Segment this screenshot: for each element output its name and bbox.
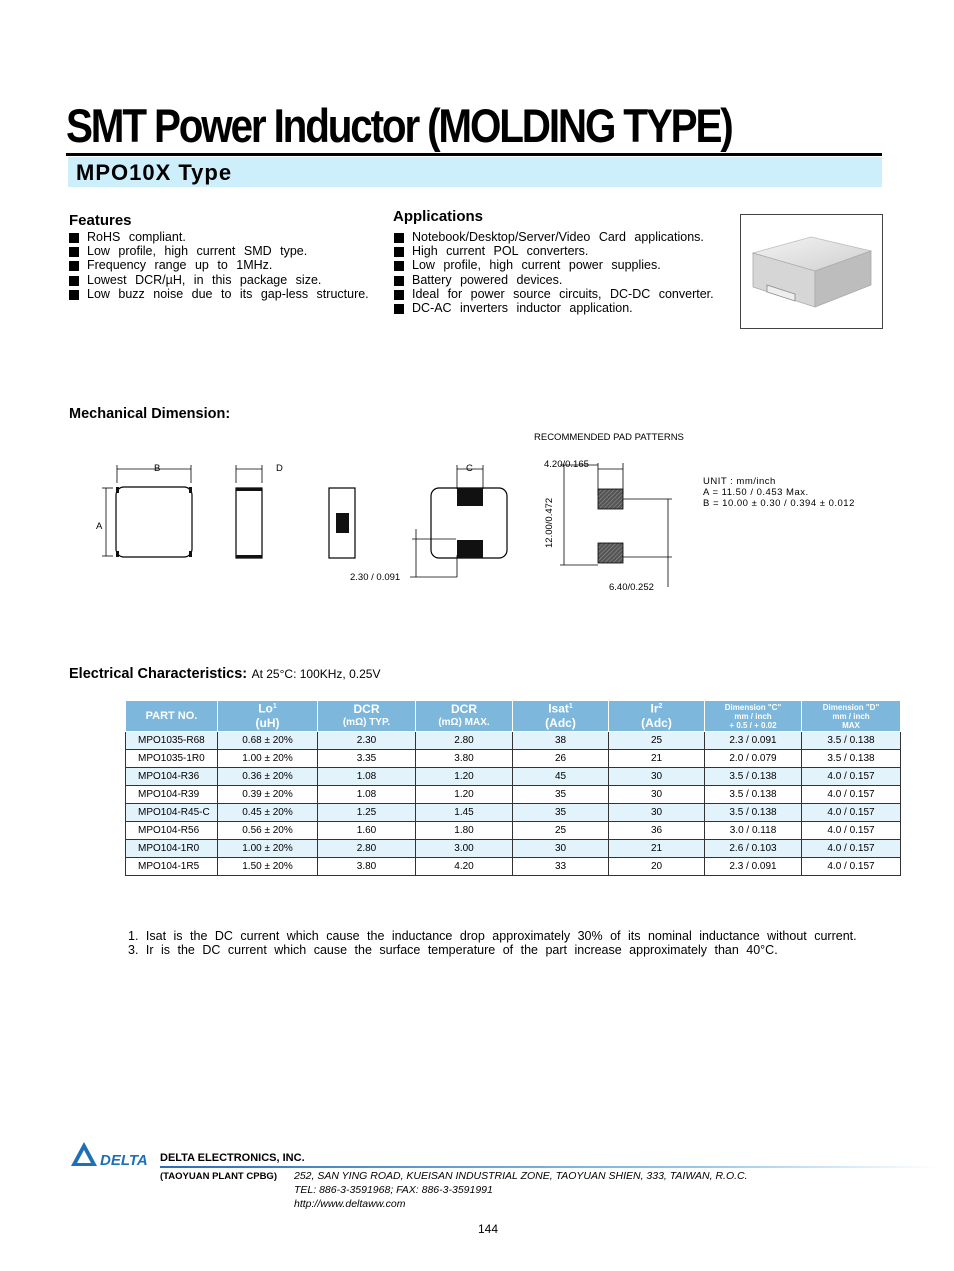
- application-item: Notebook/Desktop/Server/Video Card applications.: [394, 230, 714, 244]
- bullet-square-icon: [69, 233, 79, 243]
- feature-item: Lowest DCR/µH, in this package size.: [69, 273, 369, 287]
- label-gap: 2.30 / 0.091: [350, 572, 401, 583]
- applications-heading: Applications: [393, 208, 484, 225]
- table-cell: 4.20: [416, 858, 513, 876]
- application-item: Ideal for power source circuits, DC-DC converter.: [394, 287, 714, 301]
- recommended-pad-top: [598, 489, 623, 509]
- table-cell: 45: [513, 768, 609, 786]
- table-cell: 1.80: [416, 822, 513, 840]
- col-ir: Ir$^2$ (Adc): [609, 701, 705, 732]
- part-number-cell: MPO104-R45-C: [126, 804, 218, 822]
- applications-list: [394, 230, 714, 315]
- inductor-3d-icon: [741, 215, 882, 328]
- test-condition: At 25°C: 100KHz, 0.25V: [251, 667, 381, 681]
- application-item: Low profile, high current power supplies.: [394, 258, 714, 272]
- table-header-row: [126, 701, 901, 732]
- electrical-heading: Electrical Characteristics: At 25°C: 100KHz, 0.25V: [69, 666, 381, 682]
- label-a: A: [96, 521, 103, 532]
- page-number: 144: [478, 1222, 499, 1236]
- footnotes: [128, 929, 857, 957]
- table-cell: 25: [609, 732, 705, 750]
- end-terminal: [336, 513, 349, 533]
- part-number-cell: MPO104-R36: [126, 768, 218, 786]
- col-lo: Lo$^1$ (uH): [218, 701, 318, 732]
- table-cell: 2.0 / 0.079: [705, 750, 802, 768]
- table-cell: 2.6 / 0.103: [705, 840, 802, 858]
- bullet-square-icon: [69, 261, 79, 271]
- table-cell: 0.36 ± 20%: [218, 768, 318, 786]
- table-row: [126, 732, 901, 750]
- table-cell: 38: [513, 732, 609, 750]
- application-item: Battery powered devices.: [394, 273, 714, 287]
- table-row: [126, 858, 901, 876]
- table-cell: 21: [609, 840, 705, 858]
- label-pad-height: 12.00/0.472: [544, 497, 555, 548]
- table-cell: 1.08: [318, 786, 416, 804]
- table-cell: 3.5 / 0.138: [802, 732, 901, 750]
- col-part-no: PART NO.: [126, 701, 218, 732]
- table-cell: 36: [609, 822, 705, 840]
- table-cell: 26: [513, 750, 609, 768]
- company-phone: TEL: 886-3-3591968; FAX: 886-3-3591991: [294, 1184, 493, 1196]
- table-cell: 21: [609, 750, 705, 768]
- electrical-table: [125, 700, 901, 876]
- table-cell: 3.00: [416, 840, 513, 858]
- table-cell: 4.0 / 0.157: [802, 804, 901, 822]
- table-cell: 2.30: [318, 732, 416, 750]
- bottom-pad-top: [457, 488, 483, 506]
- table-cell: 2.80: [416, 732, 513, 750]
- table-cell: 0.39 ± 20%: [218, 786, 318, 804]
- table-cell: 1.20: [416, 768, 513, 786]
- table-cell: 1.50 ± 20%: [218, 858, 318, 876]
- col-isat: Isat$^1$ (Adc): [513, 701, 609, 732]
- table-row: [126, 786, 901, 804]
- delta-logo-text: DELTA: [100, 1152, 148, 1169]
- recommended-pad-bottom: [598, 543, 623, 563]
- part-number-cell: MPO104-R39: [126, 786, 218, 804]
- table-row: [126, 804, 901, 822]
- mechanical-heading: Mechanical Dimension:: [69, 406, 231, 422]
- plant-name: (TAOYUAN PLANT CPBG): [160, 1171, 277, 1182]
- label-pad-width: 4.20/0.165: [544, 459, 589, 470]
- unit-note: UNIT : mm/inch A = 11.50 / 0.453 Max. B = 10.00 ± 0.30 / 0.394 ± 0.012: [703, 476, 855, 509]
- side-view-body: [236, 488, 262, 558]
- table-cell: 3.5 / 0.138: [705, 768, 802, 786]
- footnote-ir: 3. Ir is the DC current which cause the surface temperature of the part increase approximately than 40°C.: [128, 943, 778, 958]
- col-dcr-typ: DCR (mΩ) TYP.: [318, 701, 416, 732]
- part-number-cell: MPO104-1R0: [126, 840, 218, 858]
- table-cell: 3.35: [318, 750, 416, 768]
- table-cell: 0.56 ± 20%: [218, 822, 318, 840]
- bullet-square-icon: [69, 290, 79, 300]
- product-photo: [740, 214, 883, 329]
- table-cell: 1.00 ± 20%: [218, 840, 318, 858]
- features-list: [69, 230, 369, 301]
- bullet-square-icon: [394, 261, 404, 271]
- bullet-square-icon: [394, 304, 404, 314]
- table-cell: 33: [513, 858, 609, 876]
- page-title: SMT Power Inductor (MOLDING TYPE): [66, 99, 732, 152]
- bottom-pad-bottom: [457, 540, 483, 558]
- col-dcr-max: DCR (mΩ) MAX.: [416, 701, 513, 732]
- table-cell: 1.08: [318, 768, 416, 786]
- table-cell: 4.0 / 0.157: [802, 786, 901, 804]
- table-cell: 30: [609, 804, 705, 822]
- table-cell: 1.20: [416, 786, 513, 804]
- feature-item: Frequency range up to 1MHz.: [69, 258, 369, 272]
- table-cell: 3.5 / 0.138: [705, 786, 802, 804]
- table-row: [126, 840, 901, 858]
- feature-item: Low buzz noise due to its gap-less structure.: [69, 287, 369, 301]
- table-cell: 30: [609, 786, 705, 804]
- top-view-body: [116, 487, 192, 557]
- table-cell: 1.00 ± 20%: [218, 750, 318, 768]
- table-cell: 0.45 ± 20%: [218, 804, 318, 822]
- table-row: [126, 822, 901, 840]
- table-row: [126, 768, 901, 786]
- table-cell: 3.80: [416, 750, 513, 768]
- table-cell: 1.25: [318, 804, 416, 822]
- table-cell: 20: [609, 858, 705, 876]
- table-cell: 2.3 / 0.091: [705, 858, 802, 876]
- bullet-square-icon: [69, 247, 79, 257]
- label-pad-span: 6.40/0.252: [609, 582, 654, 593]
- application-item: DC-AC inverters inductor application.: [394, 301, 714, 315]
- bullet-square-icon: [394, 290, 404, 300]
- table-cell: 3.5 / 0.138: [705, 804, 802, 822]
- label-c: C: [466, 463, 473, 474]
- bullet-square-icon: [394, 233, 404, 243]
- table-cell: 30: [609, 768, 705, 786]
- feature-item: RoHS compliant.: [69, 230, 369, 244]
- col-dimension-d: Dimension "D" mm / inch MAX: [802, 701, 901, 732]
- footnote-isat: 1. Isat is the DC current which cause the inductance drop approximately 30% of its nominal inductance without current.: [128, 929, 857, 943]
- col-dimension-c: Dimension "C" mm / inch + 0.5 / + 0.02: [705, 701, 802, 732]
- table-cell: 30: [513, 840, 609, 858]
- bullet-square-icon: [394, 276, 404, 286]
- footer-rule: [160, 1166, 940, 1168]
- table-row: [126, 750, 901, 768]
- delta-logo: [70, 1140, 156, 1170]
- table-cell: 4.0 / 0.157: [802, 840, 901, 858]
- part-number-cell: MPO104-R56: [126, 822, 218, 840]
- company-address: 252, SAN YING ROAD, KUEISAN INDUSTRIAL ZONE, TAOYUAN SHIEN, 333, TAIWAN, R.O.C.: [294, 1170, 748, 1182]
- part-number-cell: MPO104-1R5: [126, 858, 218, 876]
- table-cell: 4.0 / 0.157: [802, 822, 901, 840]
- table-cell: 2.80: [318, 840, 416, 858]
- feature-item: Low profile, high current SMD type.: [69, 244, 369, 258]
- features-heading: Features: [69, 212, 132, 229]
- table-cell: 3.5 / 0.138: [802, 750, 901, 768]
- table-cell: 2.3 / 0.091: [705, 732, 802, 750]
- pad-patterns-title: RECOMMENDED PAD PATTERNS: [534, 432, 684, 443]
- bullet-square-icon: [394, 247, 404, 257]
- part-number-cell: MPO1035-R68: [126, 732, 218, 750]
- table-cell: 3.0 / 0.118: [705, 822, 802, 840]
- table-cell: 35: [513, 804, 609, 822]
- page-subtitle: MPO10X Type: [76, 160, 233, 185]
- table-cell: 35: [513, 786, 609, 804]
- table-cell: 4.0 / 0.157: [802, 768, 901, 786]
- label-b: B: [154, 463, 161, 474]
- bullet-square-icon: [69, 276, 79, 286]
- company-url[interactable]: http://www.deltaww.com: [294, 1198, 406, 1210]
- table-cell: 0.68 ± 20%: [218, 732, 318, 750]
- table-cell: 1.45: [416, 804, 513, 822]
- part-number-cell: MPO1035-1R0: [126, 750, 218, 768]
- label-d: D: [276, 463, 283, 474]
- table-cell: 25: [513, 822, 609, 840]
- application-item: High current POL converters.: [394, 244, 714, 258]
- company-name: DELTA ELECTRONICS, INC.: [160, 1152, 305, 1164]
- table-cell: 1.60: [318, 822, 416, 840]
- table-body: [126, 732, 901, 876]
- table-cell: 3.80: [318, 858, 416, 876]
- table-cell: 4.0 / 0.157: [802, 858, 901, 876]
- title-rule: [66, 153, 882, 156]
